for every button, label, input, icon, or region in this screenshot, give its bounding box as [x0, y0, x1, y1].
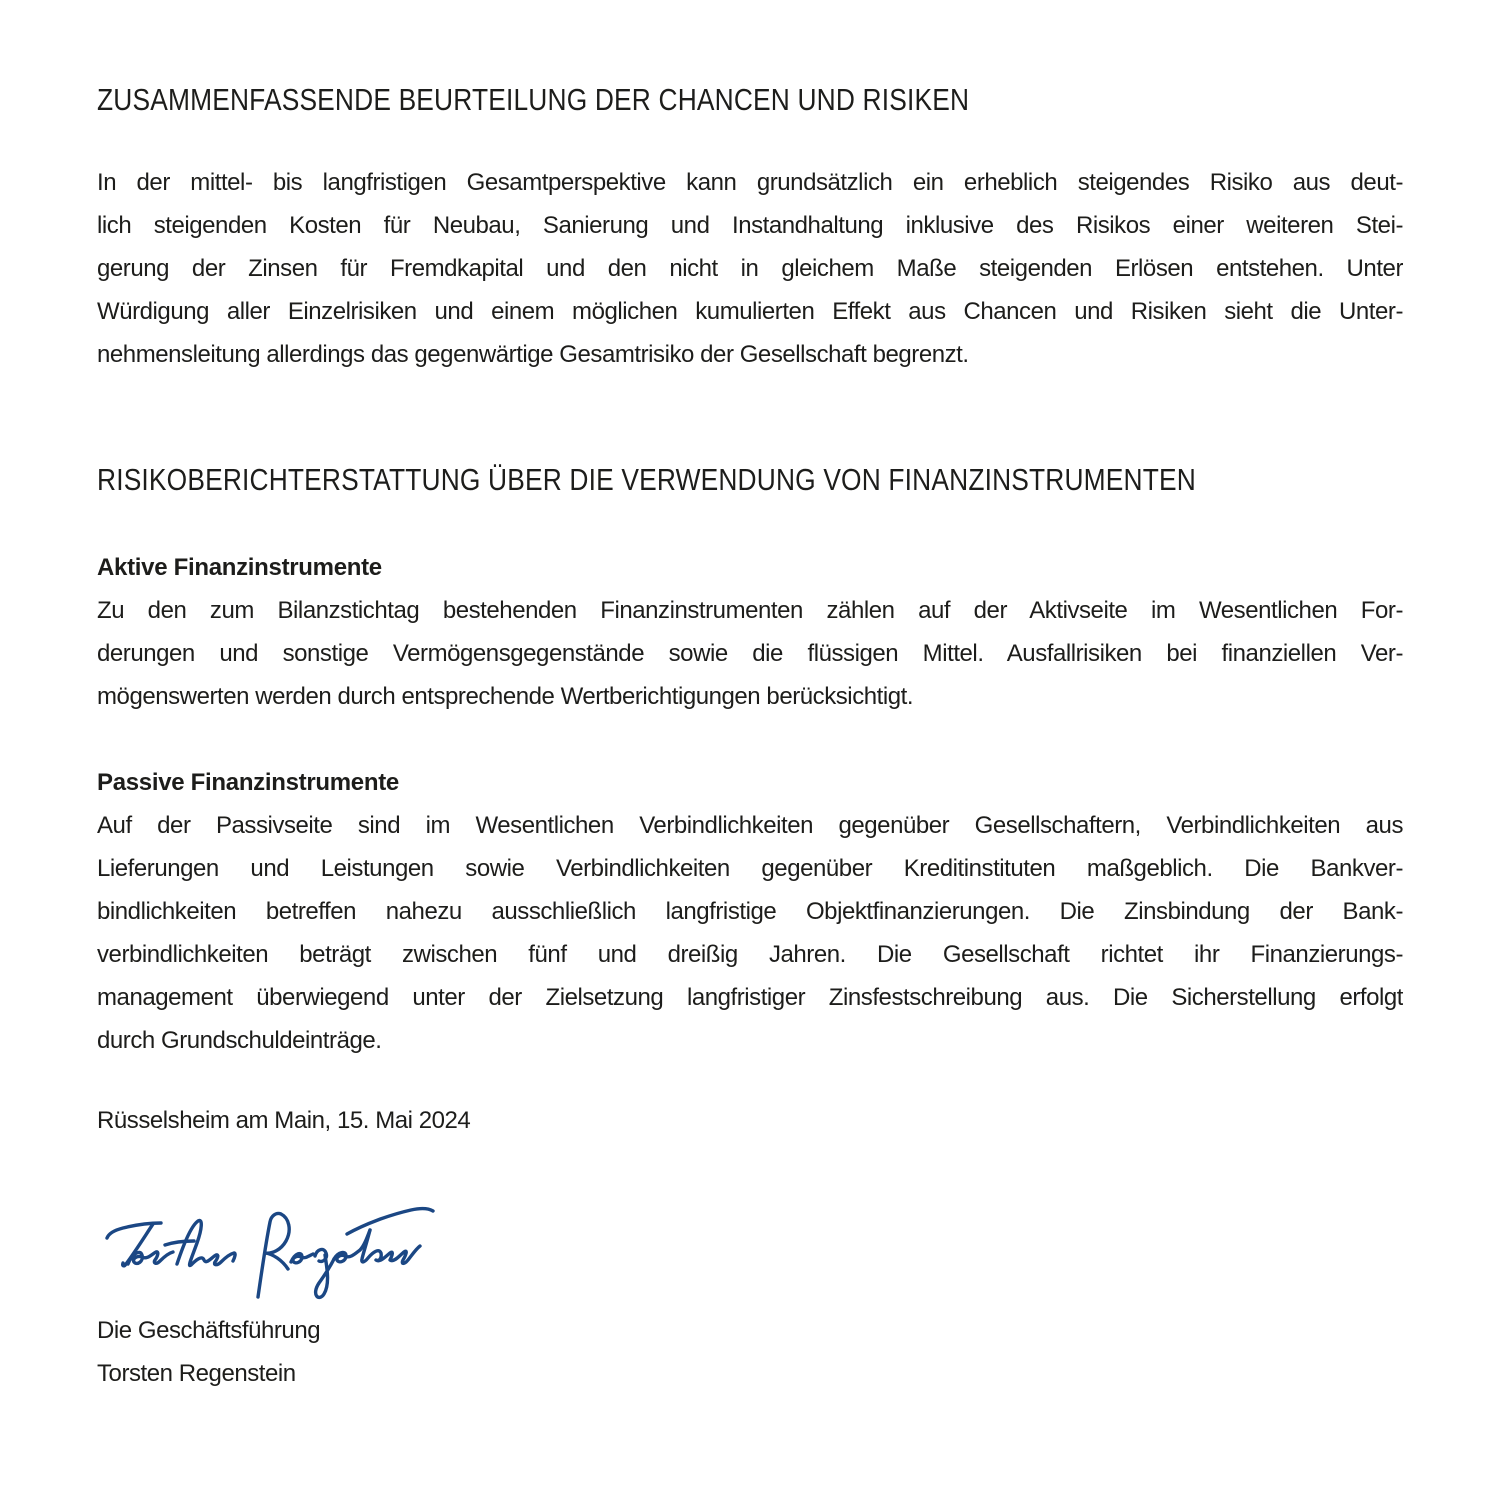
paragraph-line: Lieferungen und Leistungen sowie Verbindlichkeiten gegenüber Kreditinstituten maßgeblich. Die Bankver- [97, 855, 1403, 882]
closing-name-line: Torsten Regenstein [97, 1360, 296, 1387]
handwritten-signature-image [95, 1200, 445, 1312]
paragraph-line: verbindlichkeiten beträgt zwischen fünf und dreißig Jahren. Die Gesellschaft richtet ihr Finanzierungs- [97, 941, 1403, 968]
section-passive-finanzinstrumente [97, 761, 1403, 1062]
section-heading-chancen-risiken: ZUSAMMENFASSENDE BEURTEILUNG DER CHANCEN UND RISIKEN [97, 82, 970, 117]
paragraph-line: lich steigenden Kosten für Neubau, Sanierung und Instandhaltung inklusive des Risikos einer weiteren Stei- [97, 212, 1403, 239]
section-aktive-finanzinstrumente [97, 546, 1403, 718]
paragraph-line: In der mittel- bis langfristigen Gesamtperspektive kann grundsätzlich ein erheblich steigendes Risiko aus deut- [97, 169, 1403, 196]
paragraph-line: management überwiegend unter der Zielsetzung langfristiger Zinsfestschreibung aus. Die Sicherstellung erfolgt [97, 984, 1403, 1011]
signature-icon [95, 1200, 445, 1312]
paragraph-line: durch Grundschuldeinträge. [97, 1027, 382, 1054]
section-heading-risikoberichterstattung: RISIKOBERICHTERSTATTUNG ÜBER DIE VERWENDUNG VON FINANZINSTRUMENTEN [97, 462, 1196, 497]
subheading-passive-finanzinstrumente: Passive Finanzinstrumente [97, 769, 399, 796]
paragraph-line: gerung der Zinsen für Fremdkapital und den nicht in gleichem Maße steigenden Erlösen entstehen. Unter [97, 255, 1403, 282]
paragraph-line: bindlichkeiten betreffen nahezu ausschließlich langfristige Objektfinanzierungen. Die Zinsbindung der Bank- [97, 898, 1403, 925]
paragraph-line: Zu den zum Bilanzstichtag bestehenden Finanzinstrumenten zählen auf der Aktivseite im Wesentlichen For- [97, 597, 1403, 624]
paragraph-gesamtperspektive [97, 161, 1403, 376]
closing-role-line: Die Geschäftsführung [97, 1317, 321, 1344]
paragraph-line: nehmensleitung allerdings das gegenwärtige Gesamtrisiko der Gesellschaft begrenzt. [97, 341, 969, 368]
paragraph-line: mögenswerten werden durch entsprechende Wertberichtigungen berücksichtigt. [97, 683, 914, 710]
place-date-line: Rüsselsheim am Main, 15. Mai 2024 [97, 1107, 471, 1134]
paragraph-line: Auf der Passivseite sind im Wesentlichen Verbindlichkeiten gegenüber Gesellschaftern, Verbindlichkeiten aus [97, 812, 1403, 839]
closing-block [97, 1309, 1403, 1395]
paragraph-line: Würdigung aller Einzelrisiken und einem möglichen kumulierten Effekt aus Chancen und Risiken sieht die Unter- [97, 298, 1403, 325]
subheading-aktive-finanzinstrumente: Aktive Finanzinstrumente [97, 554, 382, 581]
paragraph-line: derungen und sonstige Vermögensgegenstände sowie die flüssigen Mittel. Ausfallrisiken bei finanziellen Ver- [97, 640, 1403, 667]
